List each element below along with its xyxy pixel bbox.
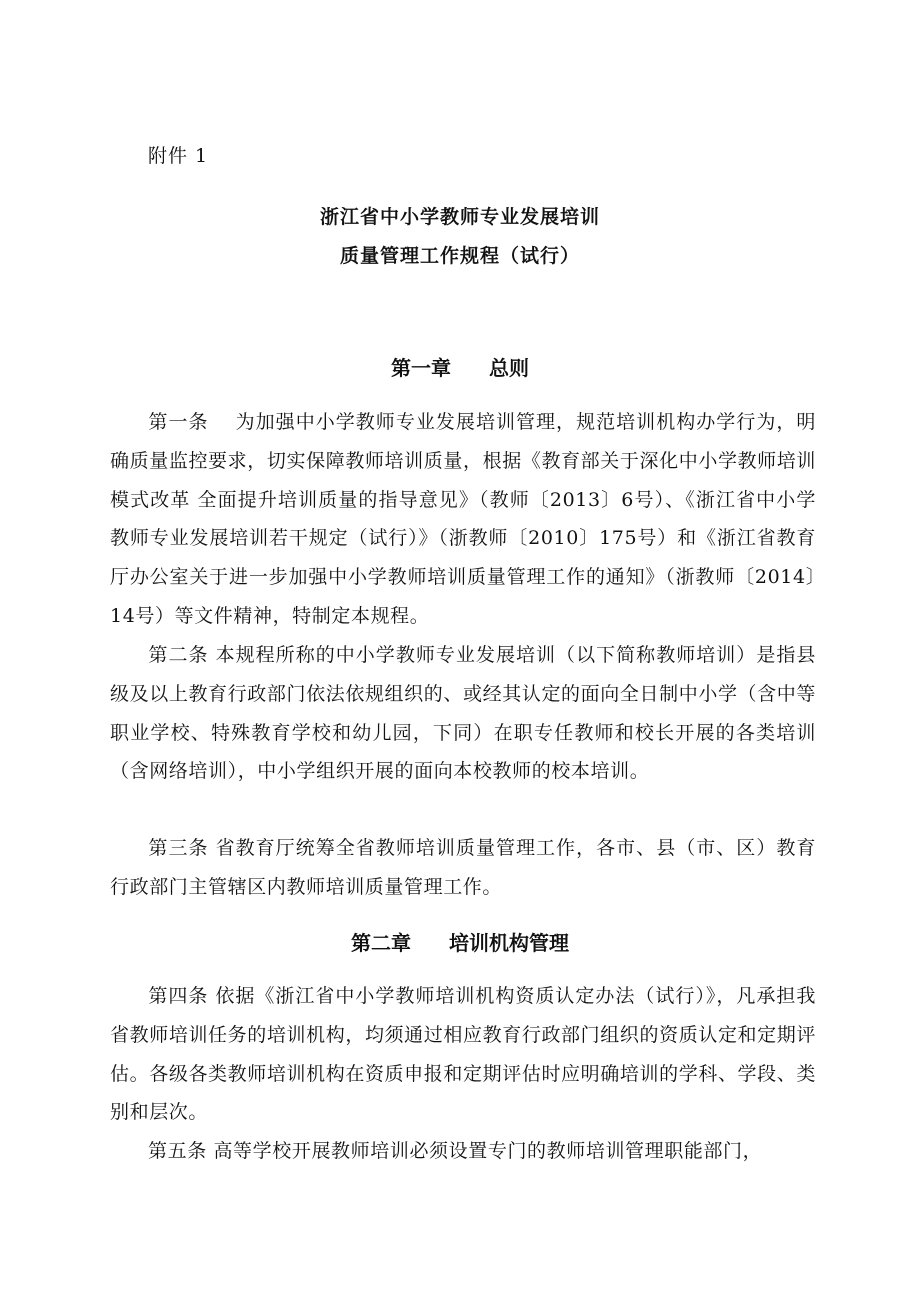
article-5: [110, 1132, 816, 1171]
article-4: [110, 977, 816, 1132]
article-3-text: 第三条 省教育厅统筹全省教师培训质量管理工作，各市、县（市、区）教育行政部门主管辖区内教师培训质量管理工作。: [110, 837, 816, 898]
document-title-line-1: 浙江省中小学教师专业发展培训: [319, 206, 600, 228]
chapter-1-heading: [0, 352, 920, 381]
article-2-text: 第二条 本规程所称的中小学教师专业发展培训（以下简称教师培训）是指县级及以上教育行政部门依法依规组织的、或经其认定的面向全日制中小学（含中等职业学校、特殊教育学校和幼儿园，下同）在职专任教师和校长开展的各类培训（含网络培训），中小学组织开展的面向本校教师的校本培训。: [110, 644, 816, 783]
article-4-text: 第四条 依据《浙江省中小学教师培训机构资质认定办法（试行）》，凡承担我省教师培训任务的培训机构，均须通过相应教育行政部门组织的资质认定和定期评估。各级各类教师培训机构在资质申报和定期评估时应明确培训的学科、学段、类别和层次。: [110, 985, 816, 1124]
chapter-2-number: 第二章: [351, 931, 411, 955]
article-1-text: 第一条 为加强中小学教师专业发展培训管理，规范培训机构办学行为，明确质量监控要求，切实保障教师培训质量，根据《教育部关于深化中小学教师培训模式改革 全面提升培训质量的指导意见》（教师〔2013〕6号）、《浙江省中小学教师专业发展培训若干规定（试行）》（浙教师〔2010〕175号）和《浙江省教育厅办公室关于进一步加强中小学教师培训质量管理工作的通知》（浙教师〔2014〕14号）等文件精神，特制定本规程。: [110, 411, 816, 627]
chapter-1-number: 第一章: [391, 356, 451, 380]
attachment-label: 附件 1: [148, 145, 209, 167]
document-title-line-2: 质量管理工作规程（试行）: [339, 245, 580, 267]
chapter-1-name: 总则: [489, 356, 529, 380]
article-5-text: 第五条 高等学校开展教师培训必须设置专门的教师培训管理职能部门，: [148, 1140, 763, 1162]
article-1: [110, 403, 816, 636]
article-3: [110, 829, 816, 907]
chapter-2-name: 培训机构管理: [449, 931, 569, 955]
chapter-2-heading: [0, 927, 920, 956]
article-2: [110, 636, 816, 791]
